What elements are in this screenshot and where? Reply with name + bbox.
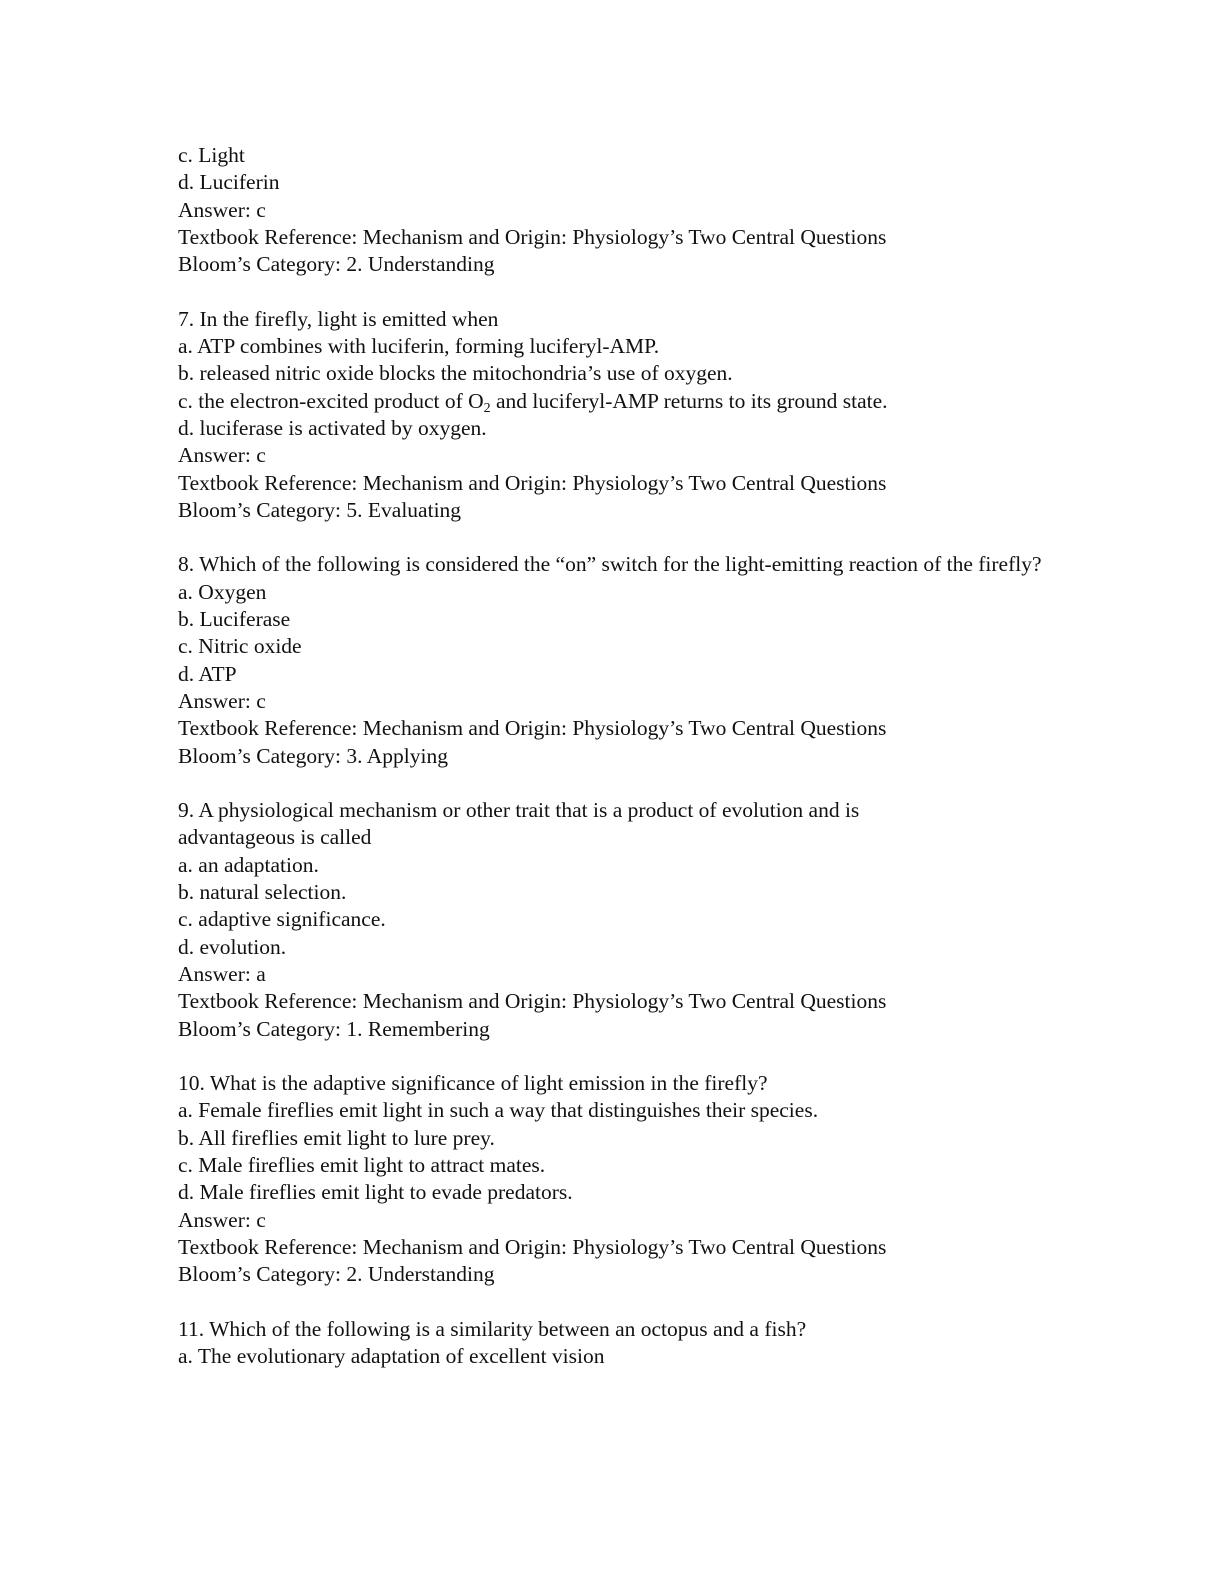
textbook-reference: Textbook Reference: Mechanism and Origin: Physiology’s Two Central Questions [178, 716, 887, 741]
question-9 [178, 797, 1048, 1043]
blooms-category: Bloom’s Category: 1. Remembering [178, 1016, 490, 1041]
answer: Answer: c [178, 688, 266, 713]
textbook-reference: Textbook Reference: Mechanism and Origin: Physiology’s Two Central Questions [178, 1234, 887, 1259]
option-c: c. Male fireflies emit light to attract mates. [178, 1152, 546, 1177]
option-c-part1: c. the electron-excited product of O [178, 388, 484, 413]
option-b: b. All fireflies emit light to lure prey. [178, 1125, 495, 1150]
option-d: d. evolution. [178, 934, 287, 959]
answer: Answer: c [178, 1207, 266, 1232]
textbook-reference: Textbook Reference: Mechanism and Origin: Physiology’s Two Central Questions [178, 470, 887, 495]
option-c [178, 388, 1048, 415]
option-c: c. Light [178, 143, 245, 167]
option-d: d. ATP [178, 661, 237, 686]
textbook-reference: Textbook Reference: Mechanism and Origin: Physiology’s Two Central Questions [178, 989, 887, 1014]
question-stem: 11. Which of the following is a similarity between an octopus and a fish? [178, 1316, 807, 1341]
question-stem: 7. In the firefly, light is emitted when [178, 306, 499, 331]
option-c-part2: and luciferyl-AMP returns to its ground state. [490, 388, 888, 413]
option-d: d. Male fireflies emit light to evade predators. [178, 1180, 573, 1205]
option-a: a. The evolutionary adaptation of excellent vision [178, 1344, 605, 1369]
option-a: a. Female fireflies emit light in such a way that distinguishes their species. [178, 1098, 819, 1123]
option-c: c. adaptive significance. [178, 907, 386, 932]
answer: Answer: c [178, 197, 266, 222]
question-stem: 9. A physiological mechanism or other trait that is a product of evolution and is advantageous is called [178, 798, 860, 850]
answer: Answer: a [178, 961, 266, 986]
blooms-category: Bloom’s Category: 3. Applying [178, 743, 448, 768]
question-11 [178, 1316, 1048, 1371]
answer: Answer: c [178, 443, 266, 468]
option-b: b. natural selection. [178, 880, 347, 905]
question-7 [178, 306, 1048, 524]
textbook-reference: Textbook Reference: Mechanism and Origin: Physiology’s Two Central Questions [178, 224, 887, 249]
option-a: a. Oxygen [178, 579, 267, 604]
option-b: b. Luciferase [178, 607, 291, 632]
question-stem: 10. What is the adaptive significance of light emission in the firefly? [178, 1071, 768, 1096]
question-stem: 8. Which of the following is considered the “on” switch for the light-emitting reaction of the firefly? [178, 552, 1042, 577]
blooms-category: Bloom’s Category: 2. Understanding [178, 1262, 495, 1287]
question-8 [178, 551, 1048, 769]
option-a: a. an adaptation. [178, 852, 319, 877]
question-6-continued [178, 142, 1048, 278]
option-c: c. Nitric oxide [178, 634, 302, 659]
option-b: b. released nitric oxide blocks the mitochondria’s use of oxygen. [178, 361, 733, 386]
blooms-category: Bloom’s Category: 2. Understanding [178, 252, 495, 277]
subscript-2: 2 [483, 400, 491, 416]
blooms-category: Bloom’s Category: 5. Evaluating [178, 497, 462, 522]
option-d: d. Luciferin [178, 170, 280, 195]
question-10 [178, 1070, 1048, 1288]
document-page [178, 142, 1048, 1370]
option-d: d. luciferase is activated by oxygen. [178, 415, 487, 440]
option-a: a. ATP combines with luciferin, forming luciferyl-AMP. [178, 334, 660, 359]
